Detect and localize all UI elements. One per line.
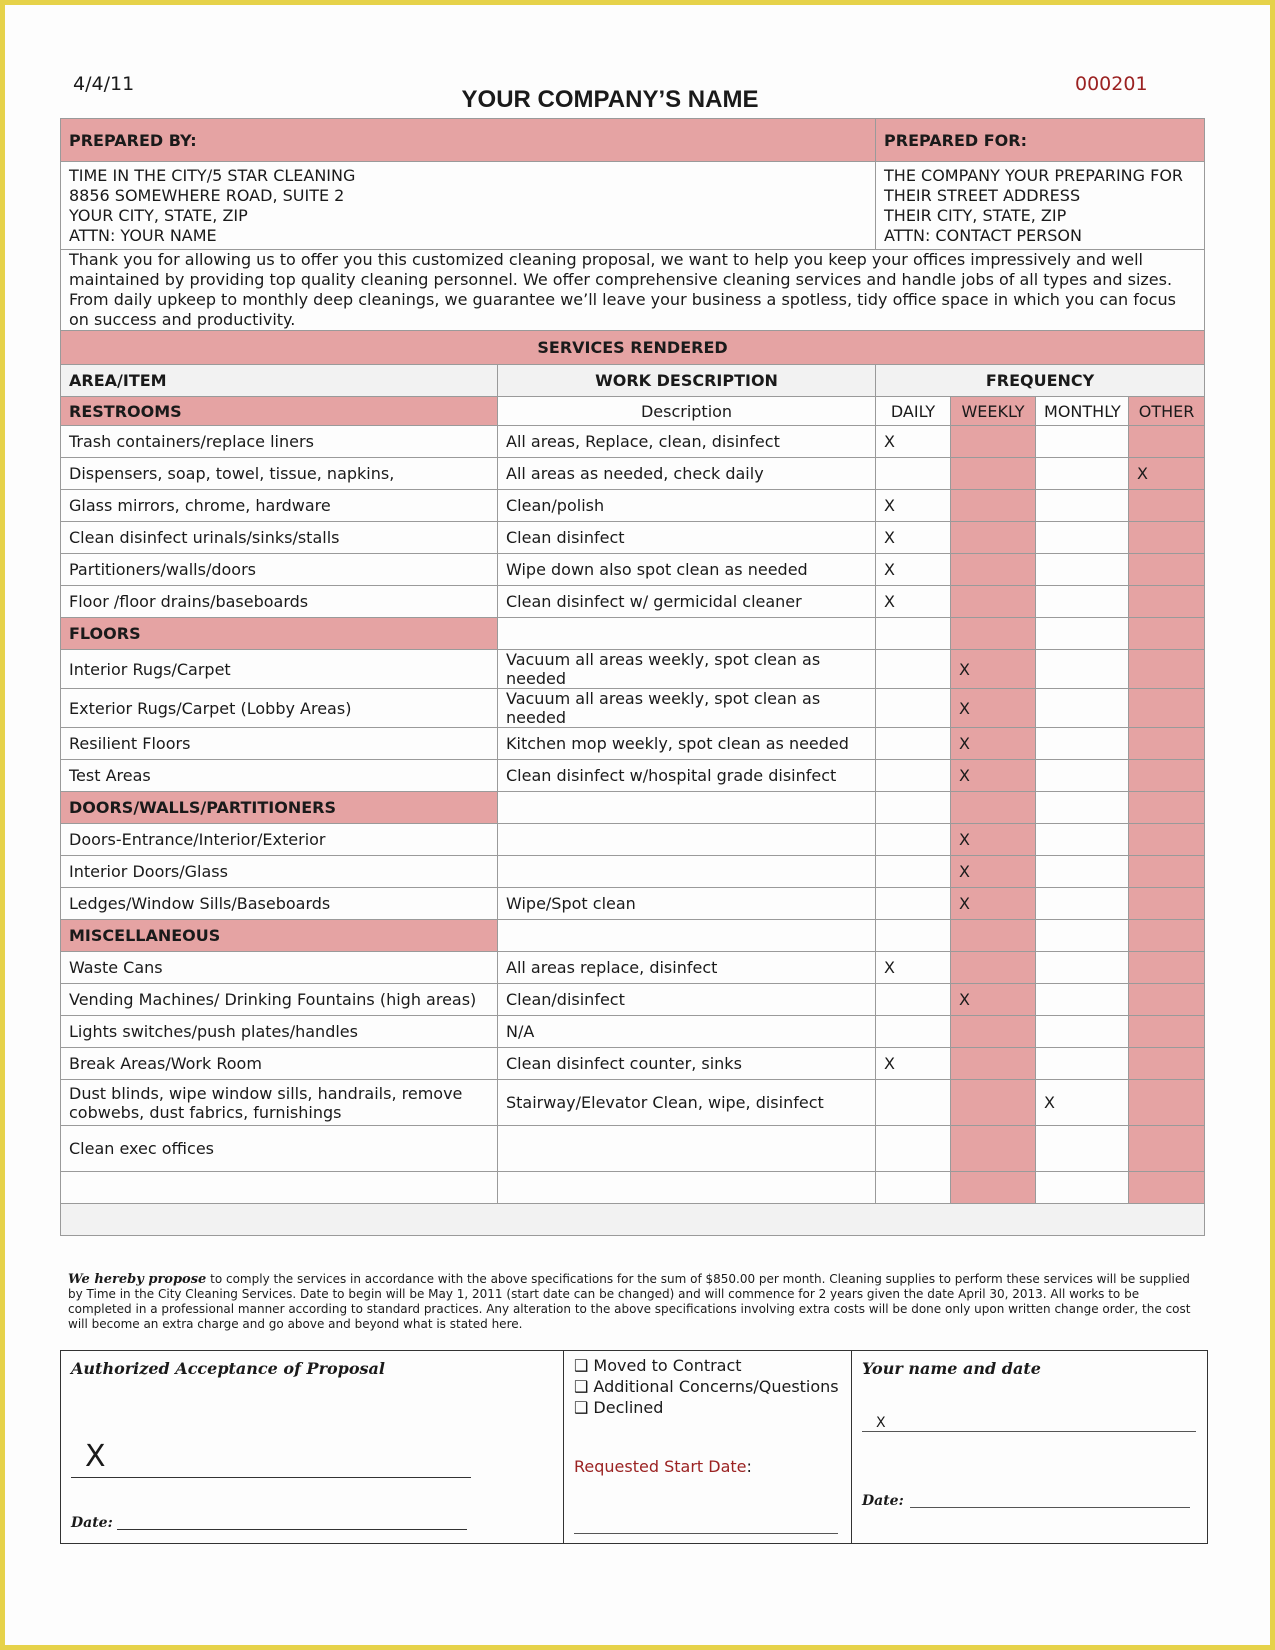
description-cell: Clean disinfect w/ germicidal cleaner <box>498 586 876 618</box>
area-item-cell: Dust blinds, wipe window sills, handrails, remove cobwebs, dust fabrics, furnishings <box>61 1080 498 1126</box>
freq-cell-daily <box>876 760 951 792</box>
freq-cell-weekly <box>951 618 1036 650</box>
signature-x-mark: X <box>85 1439 106 1474</box>
freq-cell-weekly <box>951 1080 1036 1126</box>
description-cell: Vacuum all areas weekly, spot clean as needed <box>498 650 876 689</box>
area-item-cell: Clean disinfect urinals/sinks/stalls <box>61 522 498 554</box>
freq-mark-other: X <box>1129 458 1205 490</box>
acceptance-options-column <box>563 1351 851 1543</box>
area-item-cell: Vending Machines/ Drinking Fountains (high areas) <box>61 984 498 1016</box>
description-cell: Kitchen mop weekly, spot clean as needed <box>498 728 876 760</box>
proposal-lead: We hereby propose <box>68 1272 207 1287</box>
service-row <box>61 760 1205 792</box>
prepared-for-label: PREPARED FOR: <box>876 119 1205 162</box>
freq-cell-daily <box>876 650 951 689</box>
service-row <box>61 952 1205 984</box>
freq-cell-other <box>1129 888 1205 920</box>
section-label: DOORS/WALLS/PARTITIONERS <box>61 792 498 824</box>
address-line: ATTN: CONTACT PERSON <box>884 225 1082 245</box>
freq-cell-monthly <box>1036 760 1129 792</box>
area-item-cell: Lights switches/push plates/handles <box>61 1016 498 1048</box>
section-label: FLOORS <box>61 618 498 650</box>
freq-mark-daily: X <box>876 426 951 458</box>
area-item-cell <box>61 1172 498 1204</box>
description-cell: Wipe down also spot clean as needed <box>498 554 876 586</box>
freq-mark-daily: X <box>876 522 951 554</box>
description-cell: Vacuum all areas weekly, spot clean as needed <box>498 689 876 728</box>
freq-cell-weekly <box>951 458 1036 490</box>
service-row <box>61 490 1205 522</box>
description-cell: Clean disinfect <box>498 522 876 554</box>
document-number: 000201 <box>1075 73 1148 95</box>
area-item-cell: Test Areas <box>61 760 498 792</box>
service-row <box>61 728 1205 760</box>
service-row <box>61 426 1205 458</box>
intro-paragraph: Thank you for allowing us to offer you this customized cleaning proposal, we want to help you keep your offices impressively and well maintained by providing top quality cleaning personnel. We offer comprehensive cleaning services and handle jobs of all types and sizes. From daily upkeep to monthly deep cleanings, we guarantee we’ll leave your business a spotless, tidy office space in which you can focus on success and productivity. <box>61 250 1205 331</box>
freq-mark-daily: X <box>876 490 951 522</box>
prepared-by-label: PREPARED BY: <box>61 119 876 162</box>
acceptance-title: Authorized Acceptance of Proposal <box>71 1359 385 1378</box>
proposal-table <box>60 118 1205 1236</box>
freq-cell-other <box>1129 856 1205 888</box>
section-label: RESTROOMS <box>61 397 498 426</box>
freq-cell-monthly <box>1036 952 1129 984</box>
freq-cell-monthly <box>1036 650 1129 689</box>
acceptance-box <box>60 1350 1208 1544</box>
freq-header-other: OTHER <box>1129 397 1205 426</box>
freq-cell-monthly <box>1036 888 1129 920</box>
service-row <box>61 984 1205 1016</box>
description-subheader: Description <box>498 397 876 426</box>
freq-cell-other <box>1129 618 1205 650</box>
address-line: THEIR STREET ADDRESS <box>884 185 1081 205</box>
freq-cell-other <box>1129 728 1205 760</box>
description-cell <box>498 824 876 856</box>
address-line: THEIR CITY, STATE, ZIP <box>884 205 1067 225</box>
freq-cell-monthly <box>1036 490 1129 522</box>
freq-mark-weekly: X <box>951 888 1036 920</box>
description-cell <box>498 792 876 824</box>
table-footer-row <box>61 1204 1205 1236</box>
service-row <box>61 1080 1205 1126</box>
freq-mark-weekly: X <box>951 984 1036 1016</box>
area-item-cell: Partitioners/walls/doors <box>61 554 498 586</box>
freq-header-weekly: WEEKLY <box>951 397 1036 426</box>
freq-cell-monthly <box>1036 586 1129 618</box>
area-item-cell: Floor /floor drains/baseboards <box>61 586 498 618</box>
freq-cell-other <box>1129 490 1205 522</box>
freq-cell-monthly <box>1036 554 1129 586</box>
freq-mark-weekly: X <box>951 728 1036 760</box>
freq-cell-weekly <box>951 952 1036 984</box>
your-name-title: Your name and date <box>862 1359 1041 1378</box>
your-name-column <box>851 1351 1205 1543</box>
option-additional-concerns[interactable]: ❑ Additional Concerns/Questions <box>574 1377 839 1396</box>
freq-cell-monthly <box>1036 856 1129 888</box>
signature-line[interactable] <box>71 1477 471 1478</box>
freq-mark-daily: X <box>876 554 951 586</box>
requested-start-date <box>574 1457 752 1476</box>
freq-cell-monthly <box>1036 458 1129 490</box>
area-item-cell: Waste Cans <box>61 952 498 984</box>
freq-cell-other <box>1129 920 1205 952</box>
area-item-cell: Ledges/Window Sills/Baseboards <box>61 888 498 920</box>
freq-cell-daily <box>876 1172 951 1204</box>
freq-cell-monthly <box>1036 728 1129 760</box>
freq-cell-daily <box>876 618 951 650</box>
area-item-cell: Interior Rugs/Carpet <box>61 650 498 689</box>
freq-mark-weekly: X <box>951 824 1036 856</box>
freq-cell-monthly <box>1036 1048 1129 1080</box>
section-row <box>61 920 1205 952</box>
service-row <box>61 824 1205 856</box>
freq-cell-other <box>1129 1048 1205 1080</box>
services-title: SERVICES RENDERED <box>61 331 1205 365</box>
area-item-cell: Exterior Rugs/Carpet (Lobby Areas) <box>61 689 498 728</box>
freq-cell-daily <box>876 824 951 856</box>
freq-cell-daily <box>876 856 951 888</box>
service-row <box>61 650 1205 689</box>
section-label: MISCELLANEOUS <box>61 920 498 952</box>
description-cell: N/A <box>498 1016 876 1048</box>
description-cell <box>498 920 876 952</box>
freq-cell-weekly <box>951 586 1036 618</box>
service-row <box>61 1016 1205 1048</box>
area-item-cell: Interior Doors/Glass <box>61 856 498 888</box>
freq-cell-daily <box>876 1126 951 1172</box>
freq-cell-monthly <box>1036 522 1129 554</box>
acceptance-date-label: Date: <box>71 1515 113 1531</box>
area-item-cell: Dispensers, soap, towel, tissue, napkins, <box>61 458 498 490</box>
freq-cell-weekly <box>951 426 1036 458</box>
freq-cell-other <box>1129 1126 1205 1172</box>
freq-cell-daily <box>876 1016 951 1048</box>
freq-cell-other <box>1129 586 1205 618</box>
freq-cell-monthly <box>1036 1126 1129 1172</box>
description-cell <box>498 1172 876 1204</box>
freq-cell-weekly <box>951 920 1036 952</box>
freq-cell-weekly <box>951 522 1036 554</box>
service-row <box>61 458 1205 490</box>
freq-cell-daily <box>876 984 951 1016</box>
freq-cell-monthly <box>1036 792 1129 824</box>
freq-cell-other <box>1129 426 1205 458</box>
freq-cell-monthly <box>1036 618 1129 650</box>
your-name-line[interactable] <box>862 1431 1196 1432</box>
option-declined[interactable]: ❑ Declined <box>574 1398 664 1417</box>
start-date-line[interactable] <box>574 1533 838 1534</box>
service-row <box>61 888 1205 920</box>
freq-cell-other <box>1129 522 1205 554</box>
freq-cell-daily <box>876 1080 951 1126</box>
freq-cell-weekly <box>951 554 1036 586</box>
area-item-cell: Trash containers/replace liners <box>61 426 498 458</box>
freq-cell-daily <box>876 458 951 490</box>
freq-cell-monthly <box>1036 689 1129 728</box>
freq-cell-other <box>1129 824 1205 856</box>
service-row <box>61 586 1205 618</box>
description-cell: Clean/disinfect <box>498 984 876 1016</box>
freq-cell-other <box>1129 760 1205 792</box>
service-row <box>61 1048 1205 1080</box>
acceptance-signature-column <box>61 1351 563 1543</box>
freq-cell-other <box>1129 1172 1205 1204</box>
area-item-cell: Clean exec offices <box>61 1126 498 1172</box>
freq-cell-monthly <box>1036 1172 1129 1204</box>
address-line: THE COMPANY YOUR PREPARING FOR <box>884 165 1184 185</box>
freq-cell-daily <box>876 792 951 824</box>
proposal-text: to comply the services in accordance with the above specifications for the sum of $850.00 per month. Cleaning supplies to perform these services will be supplied by Time in the City Cleaning Services. Date to begin will be May 1, 2011 (start date can be changed) and will commence for 2 years given the date April 30, 2013. All works to be completed in a professional manner according to standard practices. Any alteration to the above specifications involving extra costs will be done only upon written change order, the cost will become an extra charge and go above and beyond what is stated here. <box>68 1272 1191 1331</box>
table-footer-cell <box>61 1204 1205 1236</box>
area-item-cell: Glass mirrors, chrome, hardware <box>61 490 498 522</box>
prepared-by-address <box>61 162 876 250</box>
description-cell: Clean/polish <box>498 490 876 522</box>
service-row <box>61 856 1205 888</box>
freq-mark-weekly: X <box>951 760 1036 792</box>
description-cell: All areas replace, disinfect <box>498 952 876 984</box>
freq-cell-monthly <box>1036 984 1129 1016</box>
freq-cell-weekly <box>951 1172 1036 1204</box>
freq-cell-daily <box>876 689 951 728</box>
freq-cell-other <box>1129 952 1205 984</box>
options-list <box>574 1355 839 1418</box>
freq-cell-other <box>1129 650 1205 689</box>
freq-cell-weekly <box>951 490 1036 522</box>
service-row <box>61 1126 1205 1172</box>
your-x-mark: X <box>876 1415 886 1431</box>
freq-cell-monthly <box>1036 1016 1129 1048</box>
prepared-for-address <box>876 162 1205 250</box>
freq-cell-other <box>1129 792 1205 824</box>
description-cell: Wipe/Spot clean <box>498 888 876 920</box>
freq-cell-other <box>1129 984 1205 1016</box>
company-name: YOUR COMPANY’S NAME <box>461 86 759 113</box>
freq-mark-monthly: X <box>1036 1080 1129 1126</box>
option-moved-to-contract[interactable]: ❑ Moved to Contract <box>574 1356 742 1375</box>
address-line: 8856 SOMEWHERE ROAD, SUITE 2 <box>69 185 345 205</box>
freq-cell-monthly <box>1036 426 1129 458</box>
description-cell: All areas, Replace, clean, disinfect <box>498 426 876 458</box>
freq-mark-daily: X <box>876 1048 951 1080</box>
document-date: 4/4/11 <box>73 73 135 95</box>
acceptance-date-line[interactable] <box>117 1529 467 1530</box>
section-row <box>61 618 1205 650</box>
description-cell: Stairway/Elevator Clean, wipe, disinfect <box>498 1080 876 1126</box>
freq-cell-weekly <box>951 1016 1036 1048</box>
service-row <box>61 1172 1205 1204</box>
col-frequency-header: FREQUENCY <box>876 365 1205 397</box>
area-item-cell: Break Areas/Work Room <box>61 1048 498 1080</box>
freq-cell-weekly <box>951 1126 1036 1172</box>
freq-cell-monthly <box>1036 920 1129 952</box>
requested-start-date-label: Requested Start Date <box>574 1457 747 1476</box>
your-date-label: Date: <box>862 1493 904 1509</box>
freq-header-daily: DAILY <box>876 397 951 426</box>
freq-cell-daily <box>876 728 951 760</box>
freq-cell-daily <box>876 920 951 952</box>
freq-cell-other <box>1129 1080 1205 1126</box>
freq-cell-daily <box>876 888 951 920</box>
your-date-line[interactable] <box>910 1507 1190 1508</box>
col-area-header: AREA/ITEM <box>61 365 498 397</box>
freq-header-monthly: MONTHLY <box>1036 397 1129 426</box>
area-item-cell: Resilient Floors <box>61 728 498 760</box>
freq-mark-weekly: X <box>951 650 1036 689</box>
area-item-cell: Doors-Entrance/Interior/Exterior <box>61 824 498 856</box>
address-line: TIME IN THE CITY/5 STAR CLEANING <box>69 165 356 185</box>
description-cell <box>498 618 876 650</box>
address-line: YOUR CITY, STATE, ZIP <box>69 205 248 225</box>
description-cell: All areas as needed, check daily <box>498 458 876 490</box>
description-cell: Clean disinfect w/hospital grade disinfect <box>498 760 876 792</box>
description-cell <box>498 1126 876 1172</box>
freq-cell-monthly <box>1036 824 1129 856</box>
service-row <box>61 522 1205 554</box>
service-row <box>61 554 1205 586</box>
description-cell: Clean disinfect counter, sinks <box>498 1048 876 1080</box>
freq-cell-weekly <box>951 792 1036 824</box>
freq-cell-other <box>1129 689 1205 728</box>
proposal-terms <box>68 1272 1198 1332</box>
requested-start-date-colon: : <box>746 1457 752 1476</box>
freq-mark-weekly: X <box>951 689 1036 728</box>
section-row <box>61 397 1205 426</box>
freq-mark-daily: X <box>876 586 951 618</box>
freq-cell-other <box>1129 554 1205 586</box>
address-line: ATTN: YOUR NAME <box>69 225 217 245</box>
freq-mark-daily: X <box>876 952 951 984</box>
section-row <box>61 792 1205 824</box>
description-cell <box>498 856 876 888</box>
freq-cell-other <box>1129 1016 1205 1048</box>
service-row <box>61 689 1205 728</box>
freq-mark-weekly: X <box>951 856 1036 888</box>
freq-cell-weekly <box>951 1048 1036 1080</box>
col-work-header: WORK DESCRIPTION <box>498 365 876 397</box>
